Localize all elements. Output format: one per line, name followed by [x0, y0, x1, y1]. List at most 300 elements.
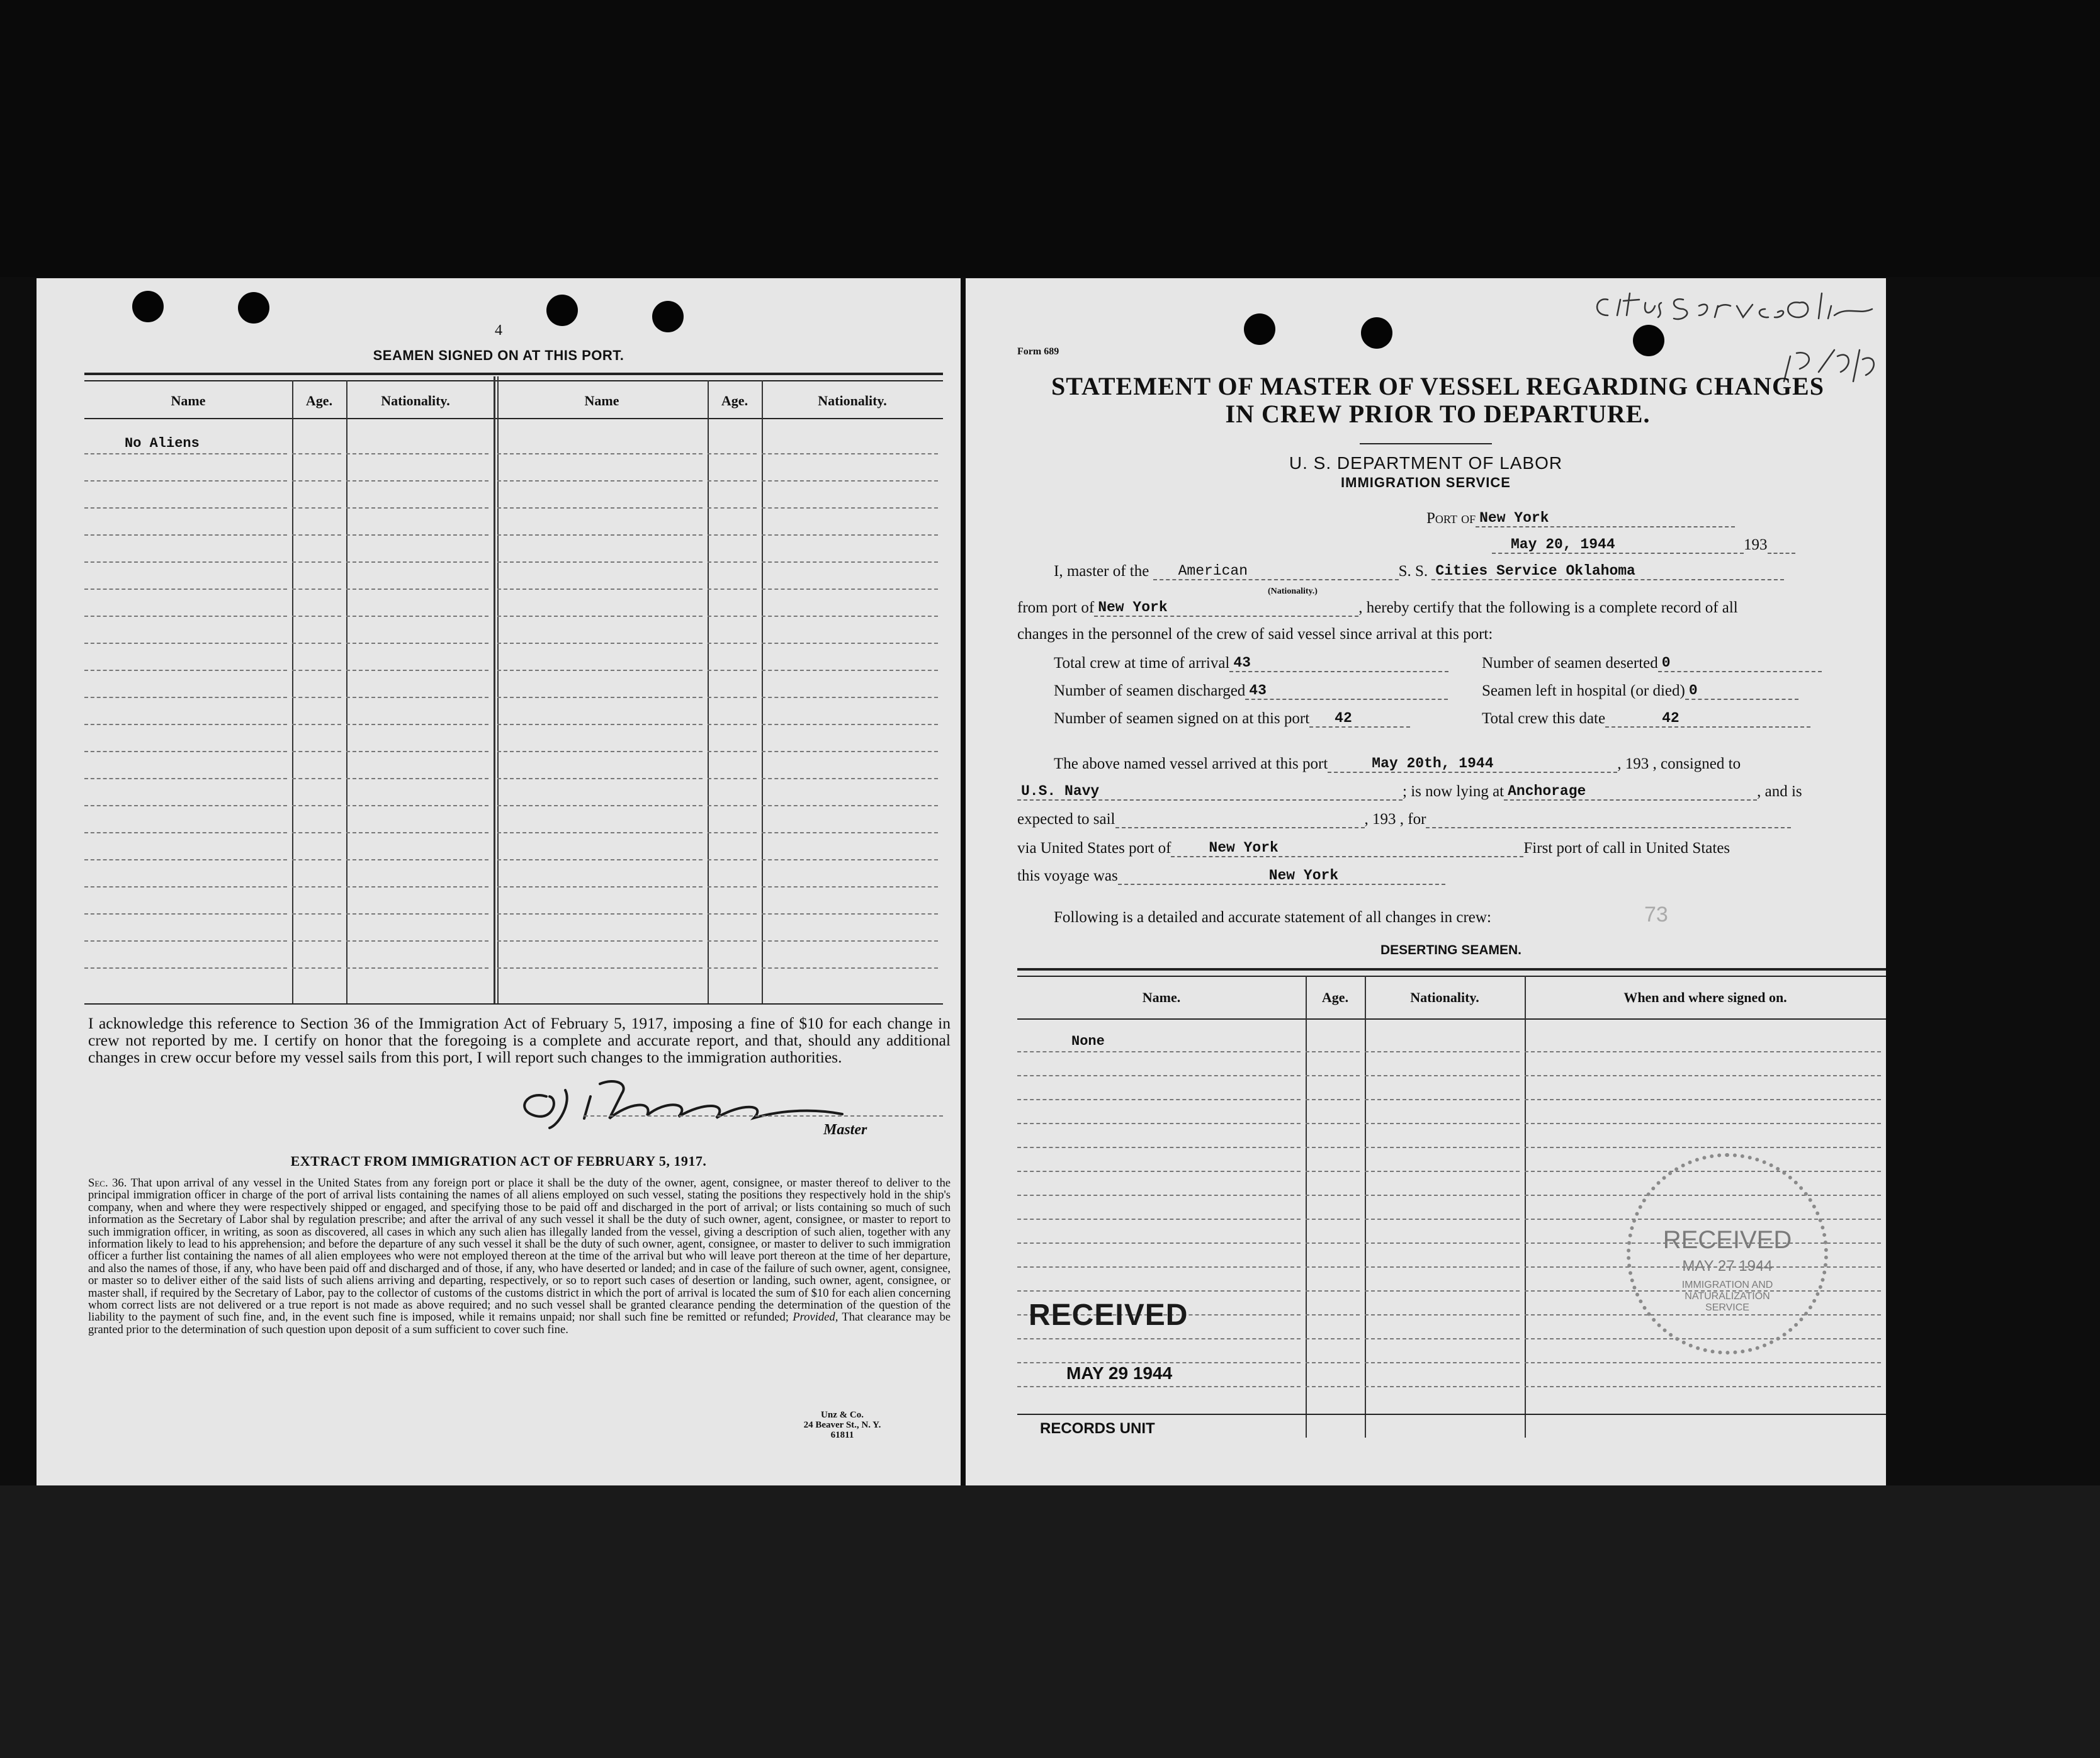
nationality-caption: (Nationality.) [1268, 587, 1318, 596]
col-header-nationality: Nationality. [1410, 989, 1479, 1005]
blank-entry-line [346, 859, 488, 860]
blank-entry-line [708, 832, 757, 833]
title-underline [1360, 443, 1492, 444]
blank-entry-line [1365, 1362, 1520, 1363]
col-header-name: Name [584, 393, 619, 409]
blank-entry-line [708, 967, 757, 969]
blank-entry-line [292, 670, 341, 671]
blank-entry-line [1365, 1123, 1520, 1124]
printer-imprint [748, 1410, 937, 1440]
blank-entry-line [1525, 1123, 1881, 1124]
blank-entry-line [346, 886, 488, 887]
col-header-age: Age. [305, 393, 333, 409]
expected-value [1115, 812, 1365, 828]
blank-entry-line [84, 697, 287, 698]
blank-entry-line [708, 453, 757, 454]
consigned-label: , 193 , consigned to [1617, 755, 1741, 772]
form-title-line2: IN CREW PRIOR TO DEPARTURE. [1225, 400, 1651, 428]
master-label: Master [823, 1122, 867, 1138]
signed-on-value: 42 [1309, 710, 1410, 728]
blank-entry-line [708, 589, 757, 590]
blank-entry-line [292, 886, 341, 887]
lying-label: ; is now lying at [1403, 783, 1504, 800]
blank-entry-line [1306, 1219, 1360, 1220]
col-header-age: Age. [721, 393, 748, 409]
hospital-row [1482, 682, 1798, 700]
col-header-name: Name [171, 393, 206, 409]
blank-entry-line [708, 940, 757, 942]
blank-entry-line [762, 480, 938, 482]
blank-entry-line [84, 670, 287, 671]
total-crew-date-value: 42 [1605, 710, 1810, 728]
printer-address: 24 Beaver St., N. Y. [803, 1420, 881, 1430]
blank-entry-line [84, 751, 287, 752]
blank-entry-line [497, 724, 703, 725]
blank-entry-line [708, 886, 757, 887]
blank-entry-line [84, 507, 287, 509]
column-divider [494, 376, 495, 1003]
blank-entry-line [1365, 1099, 1520, 1100]
blank-entry-line [1306, 1195, 1360, 1196]
signed-on-label: Number of seamen signed on at this port [1054, 710, 1310, 727]
blank-entry-line [762, 616, 938, 617]
from-port-line [1017, 599, 1738, 617]
blank-entry-line [1017, 1195, 1301, 1196]
from-port-label: from port of [1017, 599, 1095, 616]
sec36-body: That upon arrival of any vessel in the United States from any foreign port or place it shall be the duty of the owner, agent, consignee, or master thereof to deliver to the principal immigration officer in charge of the port of arrival lists containing the names of all aliens employed on such vessel, stating the positions they respectively hold in the ship's company, when and where they were respectively shipped or engaged, and specifying those to be paid off and discharged in the port of arrival; or lists containing so much of such information as the Secretary of Labor shal by regulation prescribe; and after the arrival of any such vessel it shall be the duty of such owner, agent, consignee, or master to report to such immigration officer, in writing, as soon as discovered, all cases in which any such alien has illegally landed from the vessel, giving a description of such alien, together with any information likely to lead to his apprehension; and before the departure of any such vessel it shall be the duty of such owner, agent, consignee, or master to deliver to such immigration officer a further list containing the names of all alien employees who were not employed thereon at the time of the arrival but who will leave port thereon at the time of her departure, and also the names of those, if any, who have been paid off and discharged and of those, if any, who have deserted or landed; and in case of the failure of such owner, agent, consignee, or master so to deliver either of the said lists of such aliens arriving and departing, respectively, or so to report such cases of desertion or landing, such owner, agent, consignee, or master shall, if required by the Secretary of Labor, pay to the collector of customs of the customs district in which the port of arrival is located the sum of $10 for each alien concerning whom correct lists are not delivered or a true report is not made as above required; and no such vessel shall be granted clearance pending the determination of the question of the liability to the payment of such fine, and, in the event such fine is imposed, while it remains unpaid; nor shall such fine be remitted or refunded; [88, 1176, 951, 1324]
blank-entry-line [1525, 1147, 1881, 1148]
voyage-value: New York [1118, 867, 1445, 885]
blank-entry-line [497, 940, 703, 942]
blank-entry-line [497, 507, 703, 509]
blank-entry-line [84, 561, 287, 563]
blank-entry-line [346, 778, 488, 779]
none-entry: None [1071, 1034, 1105, 1049]
discharged-value: 43 [1245, 682, 1448, 700]
form-number: Form 689 [1017, 346, 1059, 357]
blank-entry-line [1306, 1338, 1360, 1339]
blank-entry-line [1365, 1242, 1520, 1244]
blank-entry-line [1525, 1051, 1881, 1052]
col-header-nationality: Nationality. [818, 393, 887, 409]
blank-entry-line [292, 751, 341, 752]
blank-entry-line [346, 805, 488, 806]
round-stamp-date: MAY 27 1944 [1682, 1258, 1773, 1275]
blank-entry-line [292, 832, 341, 833]
blank-entry-line [1306, 1099, 1360, 1100]
blank-entry-line [497, 643, 703, 644]
blank-entry-line [84, 940, 287, 942]
voyage-label: this voyage was [1017, 867, 1118, 884]
blank-entry-line [346, 616, 488, 617]
table-header-rule [84, 418, 943, 419]
blank-entry-line [708, 778, 757, 779]
blank-entry-line [497, 670, 703, 671]
blank-entry-line [762, 778, 938, 779]
blank-entry-line [346, 480, 488, 482]
blank-entry-line [497, 967, 703, 969]
blank-entry-line [1525, 1362, 1881, 1363]
blank-entry-line [762, 507, 938, 509]
deserted-value: 0 [1658, 655, 1822, 672]
blank-entry-line [497, 805, 703, 806]
blank-entry-line [346, 670, 488, 671]
column-divider [292, 380, 293, 1003]
blank-entry-line [1306, 1147, 1360, 1148]
blank-entry-line [84, 913, 287, 915]
blank-entry-line [1365, 1195, 1520, 1196]
blank-entry-line [292, 589, 341, 590]
received-stamp: RECEIVED [1029, 1299, 1188, 1332]
punch-hole [238, 292, 269, 324]
blank-entry-line [708, 507, 757, 509]
blank-entry-line [497, 697, 703, 698]
arrived-label: The above named vessel arrived at this port [1054, 755, 1328, 772]
blank-entry-line [346, 561, 488, 563]
blank-entry-line [762, 643, 938, 644]
scan-background-top [0, 0, 2100, 277]
total-crew-date-row [1482, 710, 1810, 728]
blank-entry-line [346, 751, 488, 752]
year-blank [1768, 538, 1795, 554]
acknowledgement-text: I acknowledge this reference to Section 36 of the Immigration Act of February 5, 1917, imposing a fine of $10 for each change in crew not reported by me. I certify on honor that the foregoing is a complete and accurate report, and that, should any additional changes in crew occur before my vessel sails from this port, I will report such changes to the immigration authorities. [88, 1014, 951, 1066]
via-value: New York [1171, 840, 1523, 857]
blank-entry-line [708, 534, 757, 536]
punch-hole [1361, 317, 1392, 349]
column-divider [346, 380, 347, 1003]
blank-entry-line [346, 724, 488, 725]
deserting-seamen-title: DESERTING SEAMEN. [1380, 943, 1522, 957]
page-number: 4 [495, 322, 502, 339]
col-header-nationality: Nationality. [381, 393, 450, 409]
via-line [1017, 840, 1730, 857]
blank-entry-line [1525, 1099, 1881, 1100]
blank-entry-line [762, 832, 938, 833]
blank-entry-line [1017, 1075, 1301, 1076]
blank-entry-line [1306, 1171, 1360, 1172]
total-crew-date-label: Total crew this date [1482, 710, 1606, 727]
blank-entry-line [292, 805, 341, 806]
hospital-label: Seamen left in hospital (or died) [1482, 682, 1685, 699]
blank-entry-line [1365, 1051, 1520, 1052]
for-label: , 193 , for [1364, 811, 1426, 828]
blank-entry-line [708, 643, 757, 644]
date-value: May 20, 1944 [1492, 536, 1744, 554]
blank-entry-line [292, 616, 341, 617]
blank-entry-line [497, 561, 703, 563]
scan-background-bottom [0, 1485, 2100, 1758]
blank-entry-line [762, 886, 938, 887]
printer-name: Unz & Co. [821, 1410, 864, 1420]
vessel-name: Cities Service Oklahoma [1431, 563, 1784, 580]
printer-number: 61811 [830, 1430, 854, 1440]
blank-entry-line [1017, 1171, 1301, 1172]
col-header-age: Age. [1321, 989, 1349, 1005]
blank-entry-line [497, 913, 703, 915]
blank-entry-line [497, 778, 703, 779]
blank-entry-line [497, 886, 703, 887]
arrived-value: May 20th, 1944 [1328, 755, 1617, 773]
blank-entry-line [84, 967, 287, 969]
column-divider [1306, 976, 1307, 1438]
blank-entry-line [292, 940, 341, 942]
blank-entry-line [1306, 1266, 1360, 1268]
form-title [1003, 373, 1872, 428]
blank-entry-line [84, 832, 287, 833]
blank-entry-line [84, 805, 287, 806]
no-aliens-entry: No Aliens [125, 436, 200, 451]
blank-entry-line [292, 724, 341, 725]
master-of-line [1054, 563, 1784, 580]
blank-entry-line [84, 643, 287, 644]
blank-entry-line [497, 534, 703, 536]
blank-entry-line [708, 724, 757, 725]
blank-entry-line [84, 480, 287, 482]
column-divider [1525, 976, 1526, 1438]
col-header-name: Name. [1142, 989, 1181, 1005]
blank-entry-line [497, 589, 703, 590]
round-stamp-agency [1630, 1280, 1824, 1314]
table-top-rule [84, 380, 943, 381]
table-top-rule [1017, 976, 1886, 977]
first-port-label: First port of call in United States [1523, 840, 1730, 857]
blank-entry-line [1365, 1386, 1520, 1387]
column-divider [708, 380, 709, 1003]
blank-entry-line [1365, 1338, 1520, 1339]
following-text: Following is a detailed and accurate statement of all changes in crew: [1054, 909, 1491, 926]
blank-entry-line [84, 778, 287, 779]
blank-entry-line [708, 913, 757, 915]
section-36-text [88, 1177, 951, 1336]
blank-entry-line [1017, 1338, 1301, 1339]
blank-entry-line [84, 589, 287, 590]
total-crew-arrival-row [1054, 655, 1448, 672]
blank-entry-line [762, 724, 938, 725]
blank-entry-line [1306, 1362, 1360, 1363]
blank-entry-line [1306, 1075, 1360, 1076]
table-bottom-rule [84, 1003, 943, 1005]
blank-entry-line [292, 561, 341, 563]
blank-entry-line [1365, 1314, 1520, 1316]
blank-entry-line [708, 670, 757, 671]
blank-entry-line [1365, 1171, 1520, 1172]
master-of-label: I, master of the [1054, 563, 1149, 580]
column-divider [762, 380, 763, 1003]
pencil-mark: 73 [1644, 903, 1668, 927]
form-title-line1: STATEMENT OF MASTER OF VESSEL REGARDING CHANGES [1051, 372, 1824, 400]
blank-entry-line [1017, 1123, 1301, 1124]
blank-entry-line [346, 534, 488, 536]
table-header-rule [1017, 1018, 1886, 1020]
blank-entry-line [1365, 1147, 1520, 1148]
blank-entry-line [497, 616, 703, 617]
blank-entry-line [1306, 1051, 1360, 1052]
received-date-stamp: MAY 29 1944 [1066, 1363, 1173, 1383]
blank-entry-line [346, 589, 488, 590]
blank-entry-line [1525, 1075, 1881, 1076]
blank-entry-line [1306, 1242, 1360, 1244]
sec36-proviso: That clearance may be granted prior to the determination of such question upon deposit of a sum sufficient to cover such fine. [88, 1310, 951, 1336]
blank-entry-line [84, 534, 287, 536]
blank-entry-line [292, 534, 341, 536]
blank-entry-line [708, 697, 757, 698]
and-is-label: , and is [1757, 783, 1802, 800]
round-stamp-line1: IMMIGRATION AND [1681, 1280, 1773, 1290]
blank-entry-line [762, 913, 938, 915]
blank-entry-line [762, 561, 938, 563]
consignee-value: U.S. Navy [1017, 783, 1403, 801]
punch-hole [132, 291, 164, 322]
blank-entry-line [762, 805, 938, 806]
port-value: New York [1476, 510, 1735, 527]
col-header-signed-on: When and where signed on. [1623, 989, 1787, 1005]
expected-line [1017, 811, 1791, 828]
via-label: via United States port of [1017, 840, 1171, 857]
blank-entry-line [497, 832, 703, 833]
voyage-line [1017, 867, 1445, 885]
certify-line: changes in the personnel of the crew of said vessel since arrival at this port: [1017, 626, 1493, 643]
punch-hole [1244, 313, 1275, 345]
blank-entry-line [346, 643, 488, 644]
blank-entry-line [346, 507, 488, 509]
blank-entry-line [84, 886, 287, 887]
column-divider [1365, 976, 1366, 1438]
immigration-received-stamp [1627, 1153, 1828, 1355]
blank-entry-line [497, 480, 703, 482]
department-name: U. S. DEPARTMENT OF LABOR [1289, 453, 1563, 473]
blank-entry-line [346, 453, 488, 454]
blank-entry-line [708, 859, 757, 860]
date-line [1492, 536, 1795, 554]
blank-entry-line [1365, 1219, 1520, 1220]
blank-entry-line [1365, 1266, 1520, 1268]
blank-entry-line [762, 670, 938, 671]
blank-entry-line [1306, 1123, 1360, 1124]
blank-entry-line [346, 832, 488, 833]
records-unit-stamp: RECORDS UNIT [1040, 1420, 1155, 1437]
blank-entry-line [497, 453, 703, 454]
arrived-line [1054, 755, 1741, 773]
blank-entry-line [762, 940, 938, 942]
discharged-row [1054, 682, 1448, 700]
blank-entry-line [1365, 1290, 1520, 1292]
blank-entry-line [84, 724, 287, 725]
blank-entry-line [1017, 1266, 1301, 1268]
round-stamp-line3: SERVICE [1705, 1302, 1749, 1313]
blank-entry-line [1306, 1314, 1360, 1316]
nationality-value: American [1153, 563, 1399, 580]
blank-entry-line [292, 859, 341, 860]
port-label: Port of [1426, 510, 1476, 527]
blank-entry-line [1017, 1219, 1301, 1220]
blank-entry-line [708, 805, 757, 806]
blank-entry-line [1017, 1242, 1301, 1244]
blank-entry-line [292, 967, 341, 969]
hospital-value: 0 [1685, 682, 1798, 700]
blank-entry-line [708, 561, 757, 563]
blank-entry-line [1017, 1147, 1301, 1148]
blank-entry-line [708, 751, 757, 752]
blank-entry-line [84, 616, 287, 617]
blank-entry-line [292, 507, 341, 509]
blank-entry-line [292, 913, 341, 915]
blank-entry-line [292, 643, 341, 644]
expected-label: expected to sail [1017, 811, 1115, 828]
blank-entry-line [762, 453, 938, 454]
ss-label: S. S. [1398, 563, 1428, 580]
deserted-label: Number of seamen deserted [1482, 655, 1658, 672]
blank-entry-line [292, 697, 341, 698]
table-bottom-rule [1017, 1414, 1886, 1415]
blank-entry-line [708, 480, 757, 482]
blank-entry-line [497, 751, 703, 752]
sec36-label: Sec. 36. [88, 1176, 127, 1190]
master-signature [490, 1065, 880, 1134]
right-page [966, 278, 1886, 1485]
left-page [37, 278, 961, 1485]
blank-entry-line [346, 697, 488, 698]
year-suffix: 193 [1744, 536, 1768, 553]
blank-entry-line [1017, 1290, 1301, 1292]
punch-hole [546, 295, 578, 326]
for-value [1426, 812, 1791, 828]
blank-entry-line [1017, 1099, 1301, 1100]
blank-entry-line [762, 751, 938, 752]
seamen-signed-on-title: SEAMEN SIGNED ON AT THIS PORT. [373, 347, 624, 363]
total-crew-arrival-value: 43 [1229, 655, 1448, 672]
service-name: IMMIGRATION SERVICE [1341, 475, 1511, 490]
blank-entry-line [1017, 1051, 1301, 1052]
blank-entry-line [292, 778, 341, 779]
deserted-row [1482, 655, 1822, 672]
blank-entry-line [1525, 1386, 1881, 1387]
round-stamp-line2: NATURALIZATION [1685, 1291, 1770, 1302]
table-top-rule [1017, 968, 1886, 971]
round-stamp-received: RECEIVED [1662, 1226, 1792, 1254]
blank-entry-line [346, 940, 488, 942]
blank-entry-line [84, 453, 287, 454]
blank-entry-line [346, 967, 488, 969]
master-signature-line [584, 1115, 943, 1117]
port-line [1426, 510, 1735, 527]
blank-entry-line [497, 859, 703, 860]
blank-entry-line [762, 697, 938, 698]
blank-entry-line [1306, 1386, 1360, 1387]
from-port-value: New York [1094, 599, 1358, 617]
blank-entry-line [762, 589, 938, 590]
consignee-line [1017, 783, 1802, 801]
blank-entry-line [762, 534, 938, 536]
extract-title: EXTRACT FROM IMMIGRATION ACT OF FEBRUARY 5, 1917. [290, 1153, 707, 1169]
sec36-proviso-label: Provided, [793, 1310, 838, 1324]
blank-entry-line [762, 859, 938, 860]
blank-entry-line [1017, 1386, 1301, 1387]
column-divider [497, 376, 499, 1003]
blank-entry-line [292, 453, 341, 454]
blank-entry-line [292, 480, 341, 482]
lying-value: Anchorage [1504, 783, 1757, 801]
discharged-label: Number of seamen discharged [1054, 682, 1246, 699]
table-top-rule [84, 373, 943, 375]
blank-entry-line [84, 859, 287, 860]
blank-entry-line [346, 913, 488, 915]
signed-on-row [1054, 710, 1410, 728]
certify-text: , hereby certify that the following is a complete record of all [1358, 599, 1738, 616]
blank-entry-line [762, 967, 938, 969]
blank-entry-line [1306, 1290, 1360, 1292]
blank-entry-line [708, 616, 757, 617]
blank-entry-line [1365, 1075, 1520, 1076]
